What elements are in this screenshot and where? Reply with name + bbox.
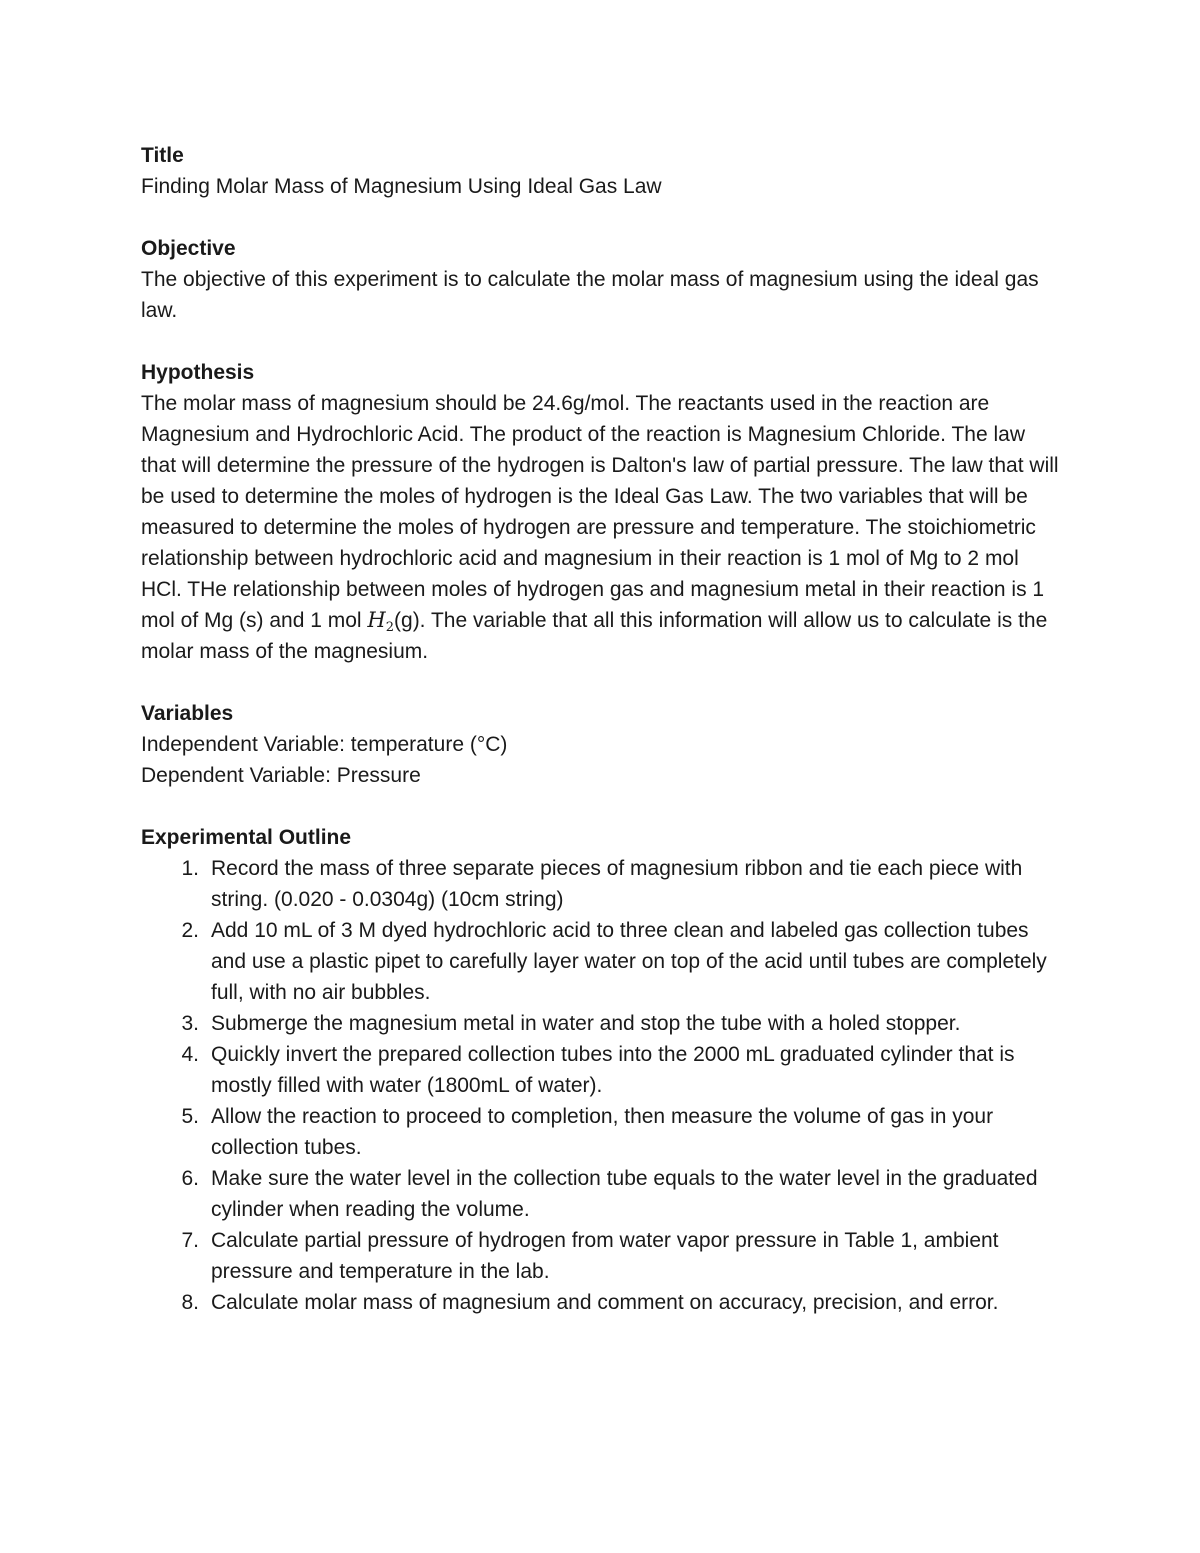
list-item: [141, 915, 1061, 1008]
outline-section: [141, 822, 1061, 1318]
list-item: [141, 1163, 1061, 1225]
list-item-text: Calculate molar mass of magnesium and comment on accuracy, precision, and error.: [211, 1291, 999, 1314]
list-item-number: 5.: [181, 1105, 199, 1128]
hydrogen-formula: [367, 608, 395, 635]
list-item-number: 3.: [181, 1012, 199, 1035]
hypothesis-text: [141, 388, 1061, 667]
list-item-number: 1.: [181, 857, 199, 880]
formula-base: H: [367, 608, 386, 632]
spacer: [141, 791, 1061, 822]
list-item: [141, 1225, 1061, 1287]
list-item: [141, 853, 1061, 915]
objective-section: [141, 233, 1061, 326]
formula-subscript: 2: [385, 620, 395, 635]
list-item-number: 4.: [181, 1043, 199, 1066]
document-page: [141, 140, 1061, 1318]
list-item-number: 7.: [181, 1229, 199, 1252]
variables-section: [141, 698, 1061, 791]
hypothesis-text-part-1: The molar mass of magnesium should be 24.6g/mol. The reactants used in the reaction are Magnesium and Hydrochloric Acid. The product of the reaction is Magnesium Chloride. The law that will determine the pressure of the hydrogen is Dalton's law of partial pressure. The law that will be used to determine the moles of hydrogen is the Ideal Gas Law. The two variables that will be measured to determine the moles of hydrogen are pressure and temperature. The stoichiometric relationship between hydrochloric acid and magnesium in their reaction is 1 mol of Mg to 2 mol HCl. THe relationship between moles of hydrogen gas and magnesium metal in their reaction is 1 mol of Mg (s) and 1 mol: [141, 392, 1059, 632]
list-item-number: 6.: [181, 1167, 199, 1190]
list-item-text: Make sure the water level in the collection tube equals to the water level in the graduated cylinder when reading the volume.: [211, 1167, 1038, 1221]
list-item-number: 8.: [181, 1291, 199, 1314]
outline-heading: Experimental Outline: [141, 826, 352, 849]
outline-list: [141, 853, 1061, 1318]
objective-heading: Objective: [141, 237, 236, 260]
list-item-text: Record the mass of three separate pieces of magnesium ribbon and tie each piece with string. (0.020 - 0.0304g) (10cm string): [211, 857, 1023, 911]
list-item: [141, 1287, 1061, 1318]
list-item-number: 2.: [181, 919, 199, 942]
list-item: [141, 1008, 1061, 1039]
list-item-text: Allow the reaction to proceed to completion, then measure the volume of gas in your collection tubes.: [211, 1105, 994, 1159]
spacer: [141, 326, 1061, 357]
spacer: [141, 667, 1061, 698]
list-item-text: Calculate partial pressure of hydrogen from water vapor pressure in Table 1, ambient pressure and temperature in the lab.: [211, 1229, 999, 1283]
list-item: [141, 1101, 1061, 1163]
hypothesis-section: [141, 357, 1061, 667]
list-item: [141, 1039, 1061, 1101]
variables-heading: Variables: [141, 702, 234, 725]
list-item-text: Add 10 mL of 3 M dyed hydrochloric acid to three clean and labeled gas collection tubes and use a plastic pipet to carefully layer water on top of the acid until tubes are completely full, with no air bubbles.: [211, 919, 1047, 1004]
hypothesis-heading: Hypothesis: [141, 361, 255, 384]
title-section: [141, 140, 1061, 202]
title-heading: Title: [141, 144, 184, 167]
hypothesis-text-part-2: (g). The variable that all this information will allow us to calculate is the molar mass of the magnesium.: [141, 609, 1048, 663]
spacer: [141, 202, 1061, 233]
list-item-text: Quickly invert the prepared collection tubes into the 2000 mL graduated cylinder that is mostly filled with water (1800mL of water).: [211, 1043, 1015, 1097]
independent-variable: Independent Variable: temperature (°C): [141, 733, 508, 756]
objective-text: The objective of this experiment is to calculate the molar mass of magnesium using the ideal gas law.: [141, 268, 1039, 322]
dependent-variable: Dependent Variable: Pressure: [141, 764, 421, 787]
title-text: Finding Molar Mass of Magnesium Using Ideal Gas Law: [141, 175, 662, 198]
list-item-text: Submerge the magnesium metal in water and stop the tube with a holed stopper.: [211, 1012, 961, 1035]
